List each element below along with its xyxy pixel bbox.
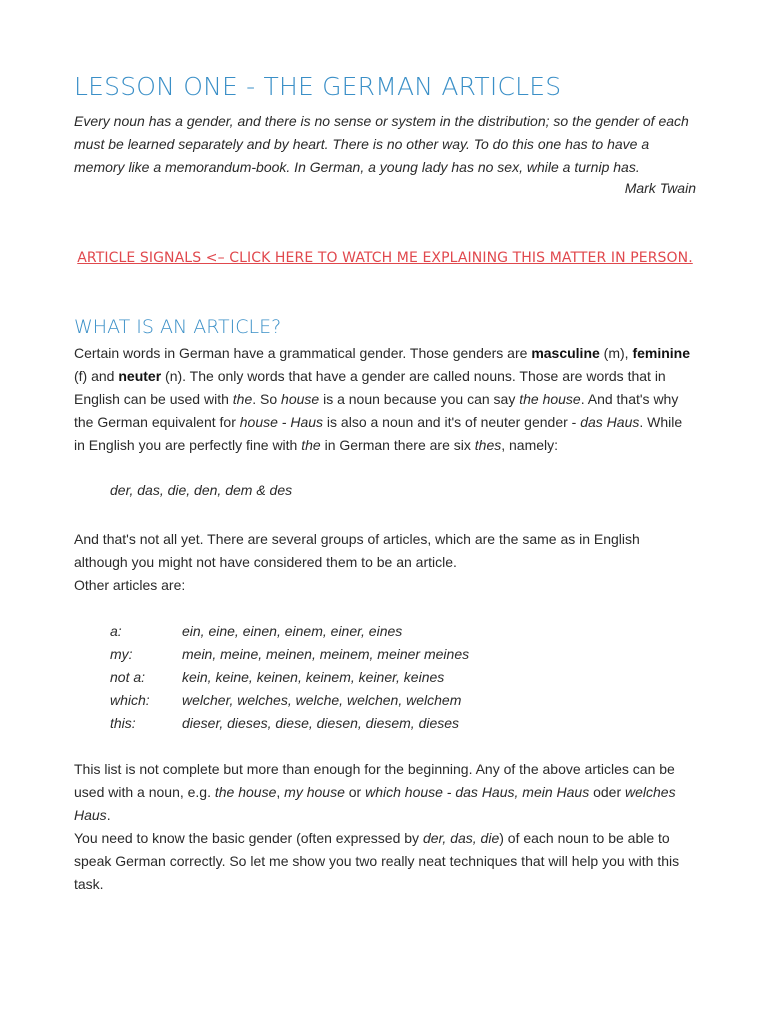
table-row <box>110 712 610 735</box>
epigraph-quote: Every noun has a gender, and there is no sense or system in the distribution; so the gender of each must be learned separately and by heart. There is no other way. To do this one has to have a memory like a memorandum-book. In German, a young lady has no sex, while a turnip has. <box>74 113 689 175</box>
definite-articles-list: der, das, die, den, dem & des <box>110 482 293 498</box>
row-forms: ein, eine, einen, einem, einer, eines <box>182 623 403 639</box>
page-title: LESSON ONE - THE GERMAN ARTICLES <box>74 72 562 101</box>
table-row <box>110 666 610 689</box>
article-table <box>110 620 610 735</box>
masculine-term: masculine <box>531 345 600 361</box>
row-forms: welcher, welches, welche, welchen, welchem <box>182 692 462 708</box>
row-label: not a: <box>110 669 146 685</box>
row-forms: dieser, dieses, diese, diesen, diesem, dieses <box>182 715 460 731</box>
other-articles-paragraph: And that's not all yet. There are several groups of articles, which are the same as in English although you might not have considered them to be an article. Other articles are: <box>74 531 640 593</box>
article-signals-link[interactable]: ARTICLE SIGNALS <– CLICK HERE TO WATCH ME EXPLAINING THIS MATTER IN PERSON. <box>77 250 693 266</box>
feminine-term: feminine <box>632 345 691 361</box>
neuter-term: neuter <box>118 368 162 384</box>
intro-paragraph: Certain words in German have a grammatical gender. Those genders are masculine (m), feminine (f) and neuter (n). The only words that have a gender are called nouns. Those are words that in English can be used with the. So house is a noun because you can say the house. And that's why the German equivalent for house - Haus is also a noun and it's of neuter gender - das Haus. While in English you are perfectly fine with the in German there are six thes, namely: <box>74 345 691 453</box>
row-forms: kein, keine, keinen, keinem, keiner, keines <box>182 669 445 685</box>
quote-author: Mark Twain <box>624 180 696 196</box>
table-row <box>110 620 610 643</box>
table-row <box>110 689 610 712</box>
row-forms: mein, meine, meinen, meinem, meiner meines <box>182 646 470 662</box>
row-label: this: <box>110 715 136 731</box>
row-label: my: <box>110 646 133 662</box>
closing-paragraph: This list is not complete but more than enough for the beginning. Any of the above articles can be used with a noun, e.g. the house, my house or which house - das Haus, mein Haus oder welches Haus. You need to know the basic gender (often expressed by der, das, die) of each noun to be able to speak German correctly. So let me show you two really neat techniques that will help you with this task. <box>74 761 680 892</box>
row-label: a: <box>110 623 122 639</box>
table-row <box>110 643 610 666</box>
row-label: which: <box>110 692 150 708</box>
section-heading: WHAT IS AN ARTICLE? <box>74 316 282 338</box>
